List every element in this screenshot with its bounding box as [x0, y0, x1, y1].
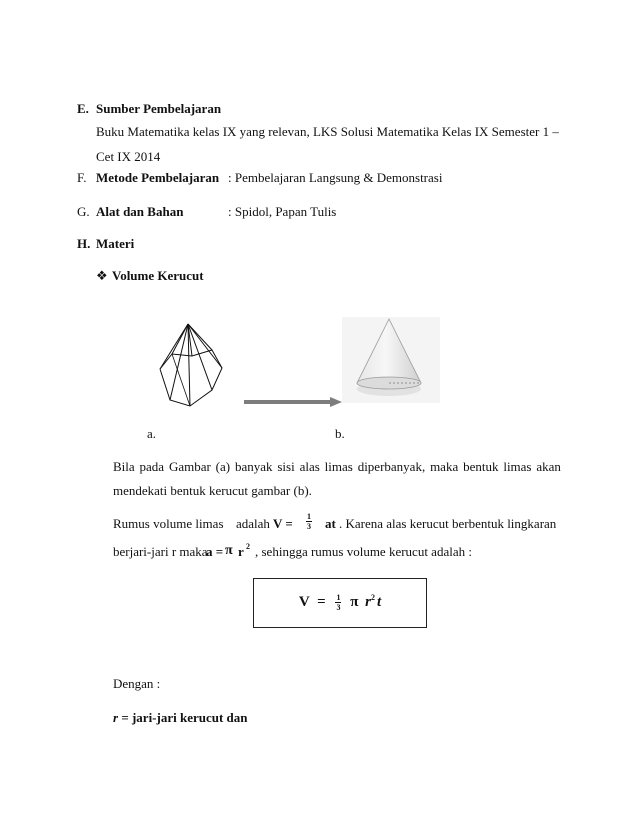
paragraph2-line2-end: , sehingga rumus volume kerucut adalah : — [255, 544, 472, 559]
word: alas — [299, 459, 320, 474]
section-f-value: : Pembelajaran Langsung & Demonstrasi — [228, 170, 443, 185]
word: limas — [503, 459, 532, 474]
section-f-marker: F. — [77, 170, 87, 185]
volume-limas-v-eq: V = — [273, 516, 293, 531]
paragraph2-line2-start: berjari-jari r maka — [113, 544, 208, 559]
figure-label-a: a. — [147, 426, 157, 441]
cone-figure — [342, 317, 440, 403]
paragraph2-intro: Rumus volume limas — [113, 516, 224, 531]
section-g-label: Alat dan Bahan — [96, 204, 184, 219]
word: diperbanyak, — [357, 459, 426, 474]
base-area-r: r — [238, 544, 244, 559]
word: Bila — [113, 459, 135, 474]
fraction-denominator: 3 — [307, 522, 311, 531]
pi-symbol: π — [225, 543, 233, 558]
definition-variable: r — [113, 710, 119, 725]
volume-limas-at: at — [325, 516, 336, 531]
definition-line — [113, 710, 248, 726]
paragraph2-adalah: adalah — [236, 516, 270, 531]
formula-equals: = — [317, 594, 326, 610]
section-e-heading: Sumber Pembelajaran — [96, 101, 222, 116]
arrow-right-icon — [244, 397, 342, 407]
section-g-value: : Spidol, Papan Tulis — [228, 204, 337, 219]
pyramid-figure — [150, 322, 230, 408]
formula-v: V — [298, 594, 310, 610]
formula-fraction-numerator: 1 — [336, 593, 341, 603]
word: sisi — [277, 459, 295, 474]
section-f-label: Metode Pembelajaran — [96, 170, 220, 185]
fraction-numerator: 1 — [307, 512, 311, 521]
definition-text: = jari-jari kerucut dan — [121, 710, 248, 725]
section-e-body-line2: Cet IX 2014 — [96, 149, 161, 164]
paragraph1-line2: mendekati bentuk kerucut gambar (b). — [113, 483, 312, 498]
cone-volume-formula-box — [253, 578, 427, 628]
word: maka — [430, 459, 459, 474]
word: akan — [536, 459, 561, 474]
word: bentuk — [463, 459, 499, 474]
word: Gambar — [168, 459, 211, 474]
section-h-heading: Materi — [96, 236, 135, 251]
formula-fraction-denominator: 3 — [336, 603, 341, 613]
word: limas — [324, 459, 353, 474]
formula-r: r — [365, 594, 371, 610]
section-e-body-line1: Buku Matematika kelas IX yang relevan, LKS Solusi Matematika Kelas IX Semester 1 – — [96, 124, 559, 139]
volume-limas-fraction — [304, 512, 314, 531]
formula-exponent: 2 — [371, 593, 375, 602]
formula-pi: π — [350, 594, 359, 610]
base-area-a-eq: a = — [206, 544, 224, 559]
diamond-bullet-icon: ❖ — [96, 268, 108, 283]
figure-label-b: b. — [335, 426, 345, 441]
section-e-marker: E. — [77, 101, 89, 116]
base-area-exponent: 2 — [246, 542, 250, 551]
word: banyak — [234, 459, 273, 474]
dengan-label: Dengan : — [113, 676, 161, 691]
section-h-marker: H. — [77, 236, 91, 251]
formula-fraction — [335, 593, 341, 612]
formula-t: t — [377, 594, 382, 610]
word: (a) — [215, 459, 231, 474]
paragraph2-after-at: . Karena alas kerucut berbentuk lingkaran — [339, 516, 557, 531]
subsection-title: Volume Kerucut — [112, 268, 204, 283]
section-g-marker: G. — [77, 204, 90, 219]
cone-volume-formula — [254, 593, 426, 612]
paragraph1-line1 — [113, 459, 561, 475]
word: pada — [139, 459, 165, 474]
